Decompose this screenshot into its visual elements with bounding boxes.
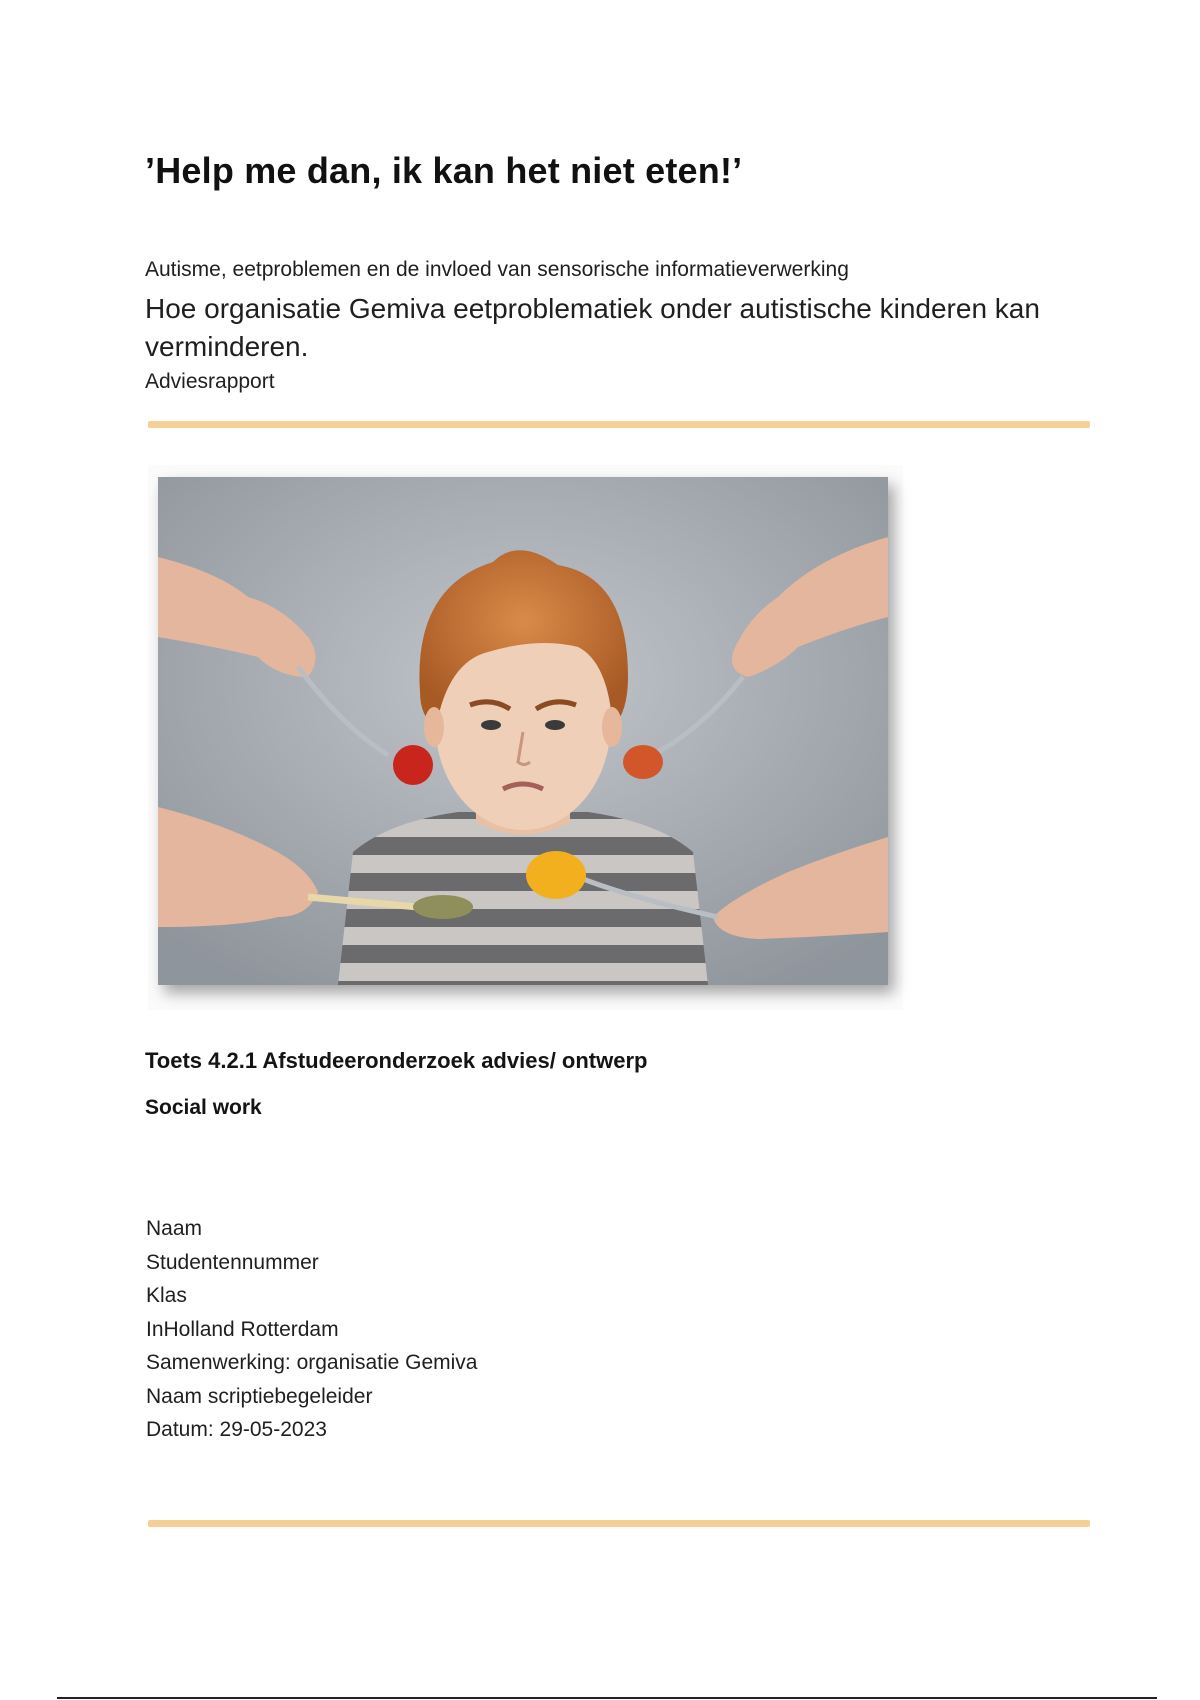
author-details <box>146 1212 478 1447</box>
subtitle-question: Hoe organisatie Gemiva eetproblematiek onder autistische kinderen kan verminderen. <box>145 293 1040 362</box>
detail-supervisor: Naam scriptiebegeleider <box>146 1384 373 1408</box>
detail-school: InHolland Rotterdam <box>146 1317 339 1341</box>
detail-name: Naam <box>146 1217 203 1240</box>
cover-photo-frame <box>148 465 903 1010</box>
course-name: Social work <box>145 1096 262 1119</box>
detail-date: Datum: 29-05-2023 <box>146 1418 327 1441</box>
report-type: Adviesrapport <box>145 370 275 393</box>
detail-student-number: Studentennummer <box>146 1250 319 1274</box>
detail-class: Klas <box>146 1284 187 1307</box>
page-bottom-border <box>57 1697 1157 1699</box>
top-divider <box>148 421 1090 428</box>
subtitle-topic: Autisme, eetproblemen en de invloed van sensorische informatieverwerking <box>145 258 849 281</box>
bottom-divider <box>148 1520 1090 1527</box>
photo-boy-refusing-food-icon <box>158 477 888 985</box>
detail-partner: Samenwerking: organisatie Gemiva <box>146 1351 478 1374</box>
exam-code: Toets 4.2.1 Afstudeeronderzoek advies/ ontwerp <box>145 1048 648 1073</box>
document-title: ’Help me dan, ik kan het niet eten!’ <box>145 150 743 191</box>
cover-photo <box>158 477 888 985</box>
